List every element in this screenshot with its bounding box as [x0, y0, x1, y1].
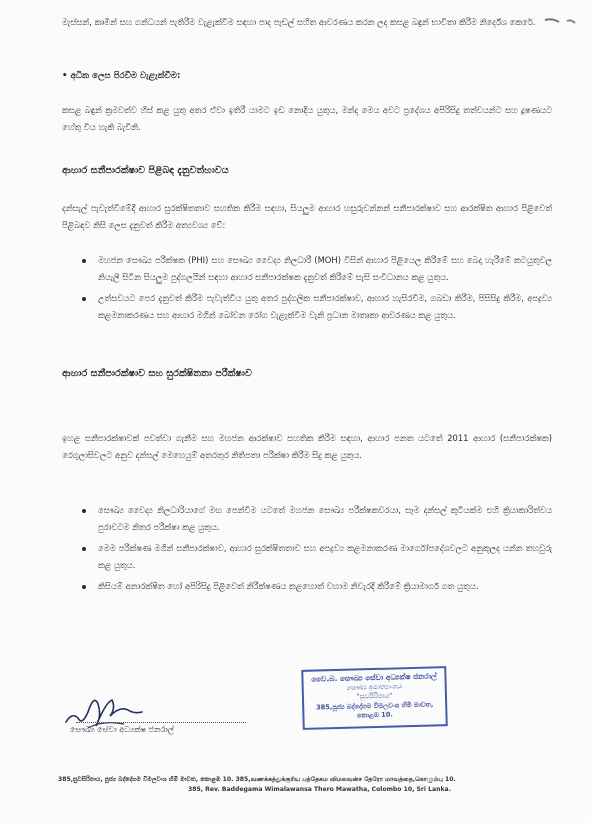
list-item: මෙම පරීක්ෂණ මගින් සනීපාරක්ෂාව, ආහාර සුරක්ෂිතතාව සහ අපද්‍රව්‍ය කළමනාකරණ මාර්ගෝපදේශවලට අනුකූලද යන්න තහවුරු කළ යුතුය. [78, 540, 552, 574]
stamp-building: "සුවසිරිපාය" [356, 691, 393, 701]
signature-line [76, 722, 246, 723]
footer-address-local: 385,සුවසිරිපාය, පූජ්‍ය බද්දේගම විමලවංශ හිමි මාවත, කොළඹ 10. 385,வணக்கத்துக்குரிய பத்தேகம விமலவன்ச தேரோ மாவத்தை,கொழும்பு 10. [58, 776, 456, 783]
section-food-hygiene-awareness-paragraph: දන්සැල් පැවැත්වීමේදී ආහාර සුරක්ෂිතතාව සහතික කිරීම සඳහා, සියලුම ආහාර හසුරුවන්නන් සනීපාරක්ෂාව සහ ආරක්ෂිත ආහාර පිළිවෙත් පිළිබඳව නිසි ලෙස දැනුවත් කිරීම අත්‍යවශ්‍ය වේ: [62, 203, 552, 230]
bullet-icon [82, 509, 86, 513]
footer-address-english: 385, Rev. Baddegama Wimalawansa Thero Mawatha, Colombo 10, Sri Lanka. [188, 786, 451, 793]
official-stamp [301, 666, 448, 730]
list-item: මහජන සෞඛ්‍ය පරීක්ෂක (PHI) සහ සෞඛ්‍ය වෛද්‍ය නිලධාරී (MOH) විසින් ආහාර පිළියෙල කිරීමේ සහ බෙදා හැරීමේ කටයුතුවල නියැලී සිටින සියලුම පුද්ගලයින් සඳහා ආහාර සනීපාරක්ෂක දැනුවත් කිරීමේ සැසි සංවිධානය කළ යුතුය. [78, 252, 552, 286]
overfilling-paragraph: කසළ බඳුන් ක්‍රමවත්ව හිස් කළ යුතු අතර ඒවා ඉතිරී යාමට ඉඩ නොදිය යුතුය, මන්ද මෙය අවට ප්‍රදේශය අපිරිසිදු තත්වයන්ට සහ දූෂණයට හේතු විය හැකි බැවිනි. [62, 105, 552, 132]
awareness-bullet-list [78, 252, 552, 328]
list-item: සෞඛ්‍ය වෛද්‍ය නිලධාරියාගේ මඟ පෙන්වීම යටතේ මහජන සෞඛ්‍ය පරීක්ෂකවරයා, සෑම දන්සල් කුටියක්ම එහි ක්‍රියාකාරිත්වය පුරාවටම නිතර පරීක්ෂා කළ යුතුය. [78, 502, 552, 536]
section-food-hygiene-awareness-heading: ආහාර සනීපාරක්ෂාව පිළිබඳ දැනුවත්භාවය [62, 165, 229, 176]
stamp-city: කොළඹ 10. [356, 710, 394, 720]
bullet-icon [82, 547, 86, 551]
bullet-icon [82, 297, 86, 301]
bullet-icon [82, 259, 86, 263]
list-item: උත්සවයට පෙර දැනුවත් කිරීම පැවැත්විය යුතු අතර පුද්ගලික සනීපාරක්ෂාව, ආහාර හැසිරවීම, ගබඩා කිරීම, පිසිසිදු කිරීම, අපද්‍රව්‍ය කළමනාකරණය සහ ආහාර මගින් බෝවන රෝග වැළැක්වීම වැනි ප්‍රධාන මාතෘකා ආවරණය කළ යුතුය. [78, 290, 552, 324]
bullet-icon [82, 585, 86, 589]
stamp-title: වෛ.බ. සෞඛ්‍ය සේවා අධ්‍යක්ෂ ජනරාල් [311, 671, 437, 684]
subheading-overfilling: • අධික ලෙස පිරවීම වැළැක්වීම: [62, 71, 181, 81]
stamp-address: 385,පූජ්‍ය බද්දේගම විමලවංශ හිමි මාවත, [315, 700, 434, 712]
section-food-safety-inspection-heading: ආහාර සනීපාරක්ෂාව සහ සුරක්ෂිතතා පරීක්ෂාව [62, 368, 252, 379]
section-food-safety-inspection-paragraph: ඉහළ සනීපාරක්ෂාවක් පවත්වා ගැනීම සහ මහජන ආරක්ෂාව සහතික කිරීම සඳහා, ආහාර පනත යටතේ 2011 ආහාර (සනීපාරක්ෂක) රෙගුලාසිවලට අනුව දන්සල් මෙහෙයුම් අතරතුර නිතිපතා පරීක්ෂා කිරීම සිදු කළ යුතුය. [62, 433, 552, 460]
intro-paragraph: මැස්සන්, කෘමීන් සහ ගන්ධයන් පැතිරීම වැළැක්වීම සඳහා පාද පැඩල් සහිත ආවරණය කරන ලද කසළ බඳුන් භාවිතා කිරීම නිර්දේශ කෙරේ. [62, 17, 536, 27]
inspection-bullet-list [78, 502, 552, 599]
list-item: කිසියම් අනාරක්ෂිත හෝ අපිරිසිදු පිළිවෙත් නිරීක්ෂණය කළහොත් වහාම නිවැරදි කිරීමේ ක්‍රියාමාර්ග ගත යුතුය. [78, 578, 552, 595]
signature-designation: සෞඛ්‍ය සේවා අධ්‍යක්ෂ ජනරාල් [70, 725, 175, 734]
stamp-ministry: සෞඛ්‍ය අමාත්‍යාංශය [346, 681, 402, 692]
